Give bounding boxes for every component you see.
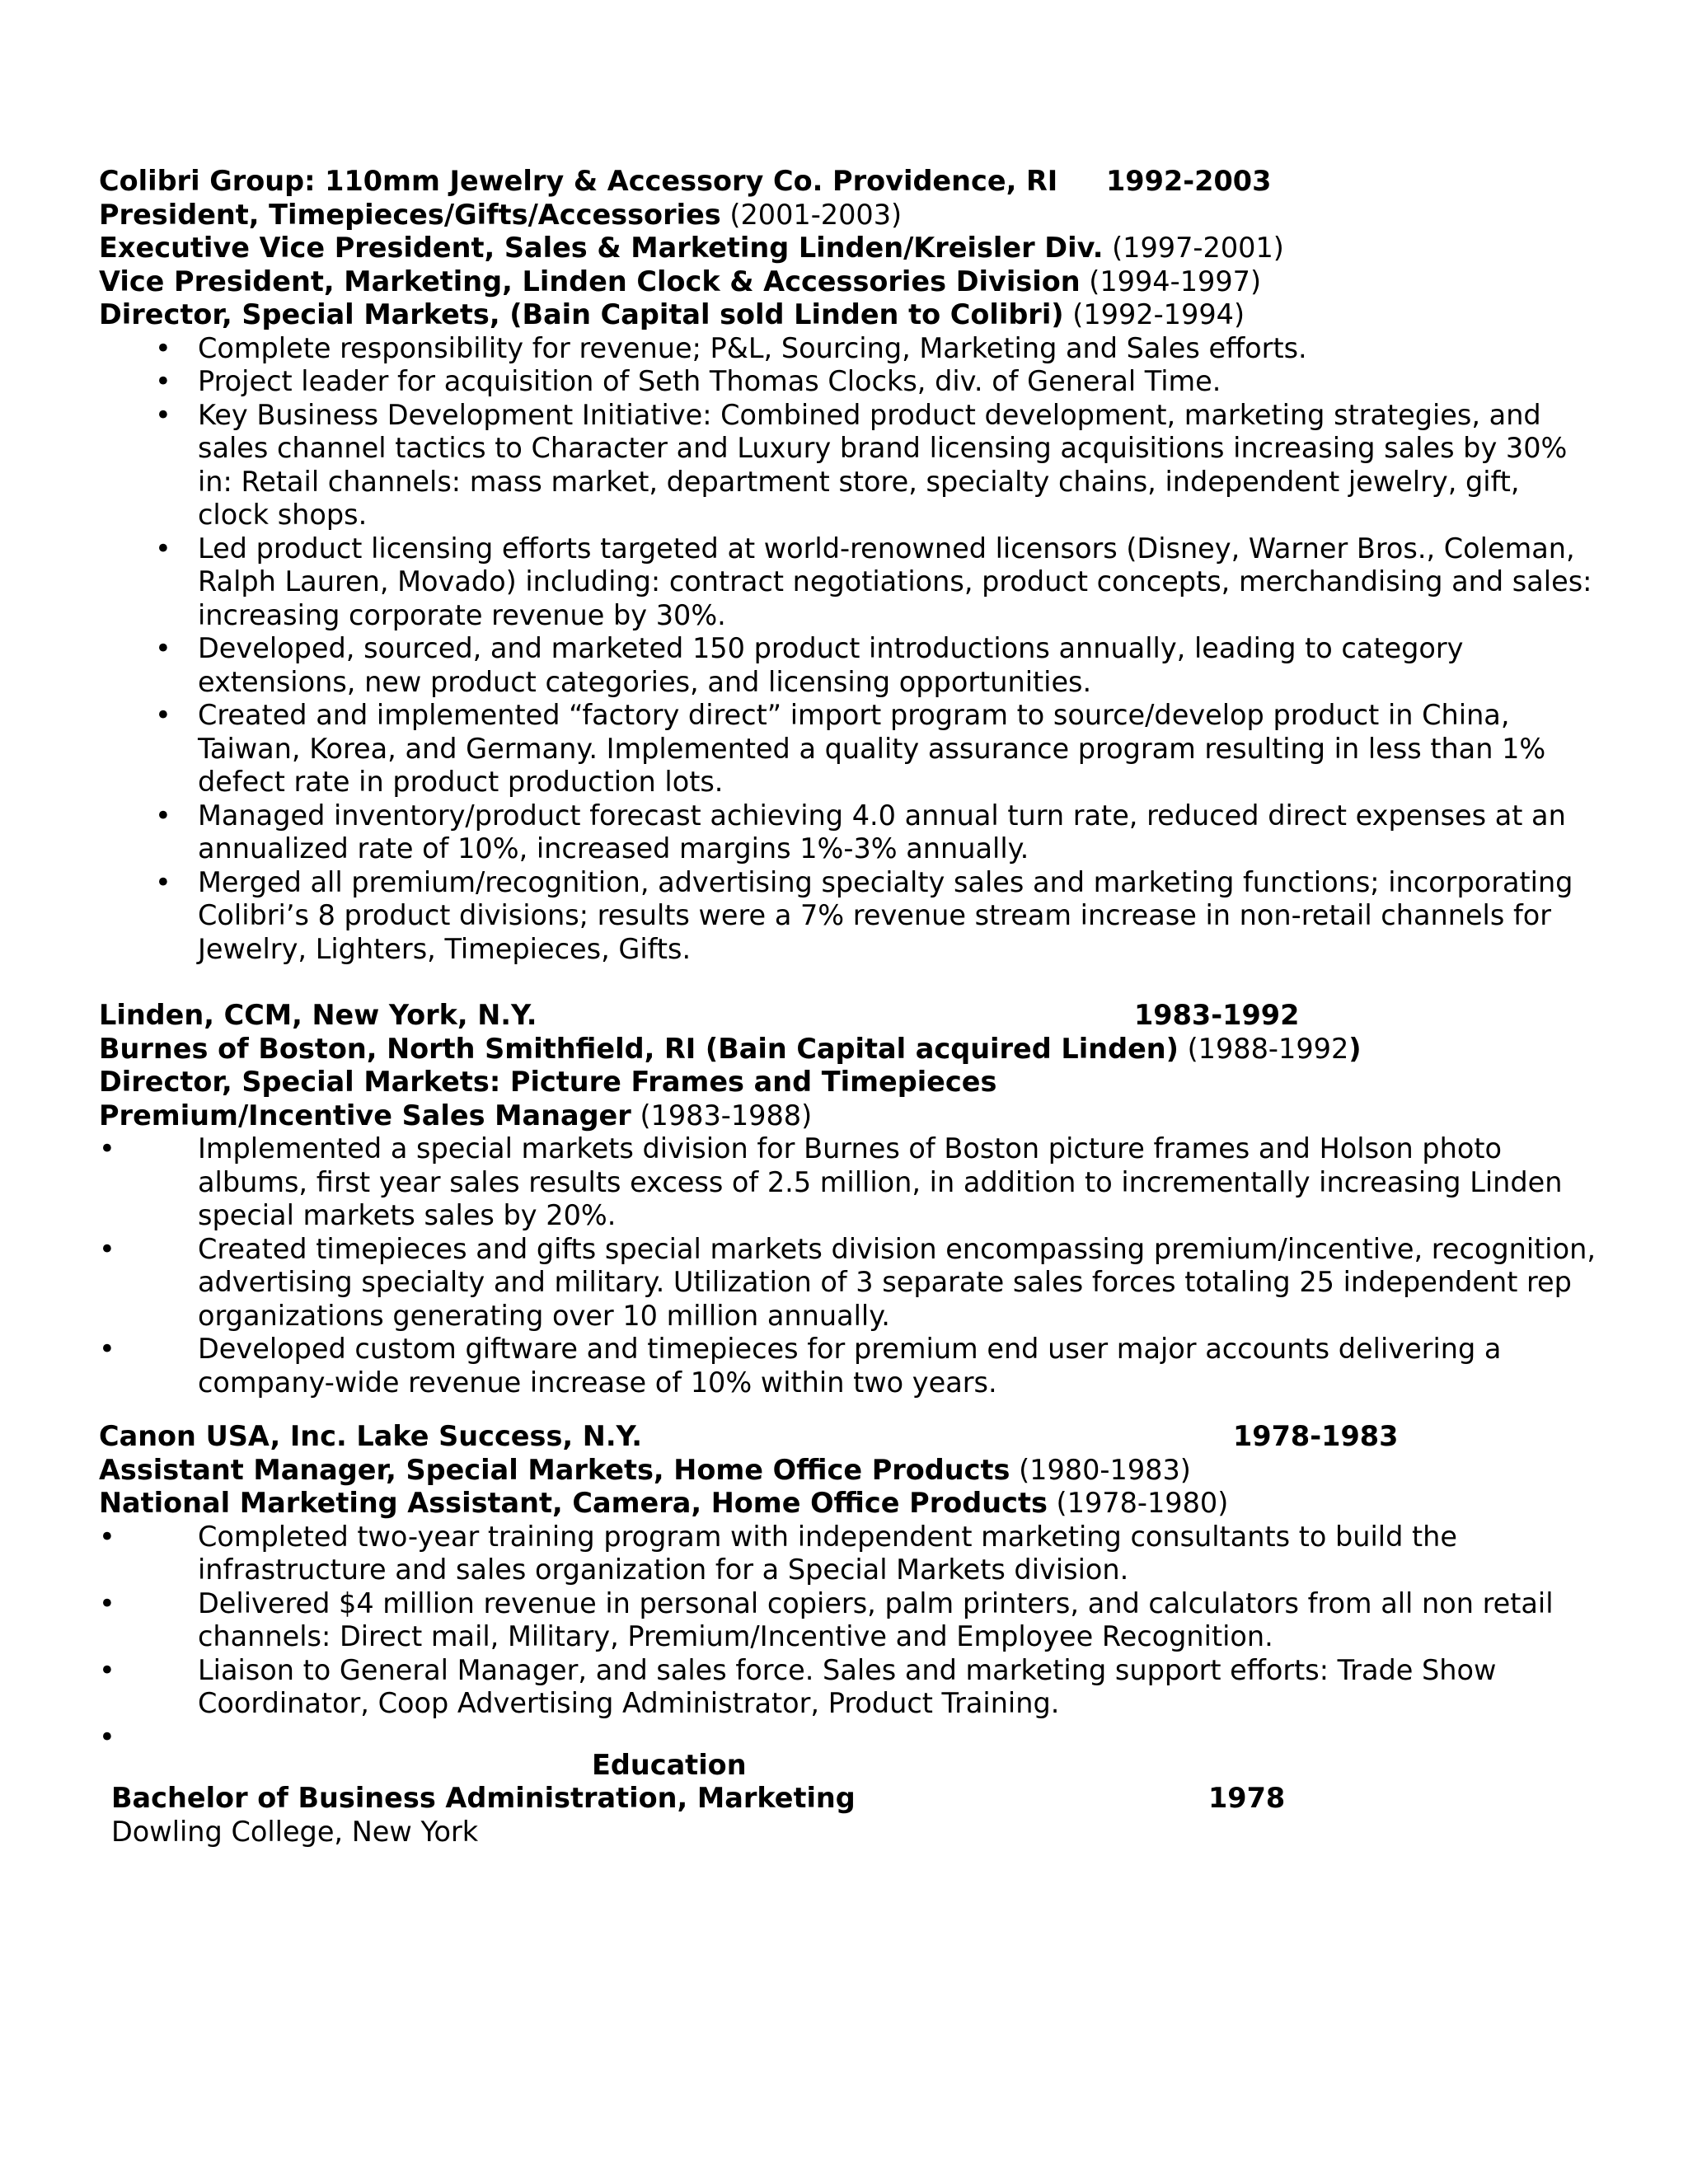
colibri-title-vp bbox=[99, 265, 1599, 299]
list-item bbox=[99, 632, 1599, 699]
bullet-icon: • bbox=[155, 865, 171, 898]
list-item-text: Managed inventory/product forecast achieving 4.0 annual turn rate, reduced direct expenses at an annualized rate of 10%, increased margins 1%-3% annually. bbox=[198, 799, 1566, 865]
linden-director-line: Director, Special Markets: Picture Frames and Timepieces bbox=[99, 1066, 997, 1098]
title-dates: (2001-2003) bbox=[720, 198, 903, 231]
list-item-text: Developed custom giftware and timepieces for premium end user major accounts delivering a company-wide revenue increase of 10% within two years. bbox=[198, 1333, 1502, 1399]
canon-title-assistant-manager bbox=[99, 1454, 1599, 1488]
list-item-text: Developed, sourced, and marketed 150 product introductions annually, leading to category extensions, new product categories, and licensing opportunities. bbox=[198, 632, 1464, 698]
list-item-text: Led product licensing efforts targeted at world-renowned licensors (Disney, Warner Bros., Coleman, Ralph Lauren, Movado) including: contract negotiations, product concepts, merchandising and sales: increasing corporate revenue by 30%. bbox=[198, 532, 1592, 631]
linden-company: Linden, CCM, New York, N.Y. bbox=[99, 999, 537, 1031]
title-dates: (1997-2001) bbox=[1103, 232, 1284, 264]
linden-company-row bbox=[99, 999, 1599, 1033]
colibri-company: Colibri Group: 110mm Jewelry & Accessory Co. Providence, RI bbox=[99, 165, 1058, 197]
list-item-text: Merged all premium/recognition, advertising specialty sales and marketing functions; incorporating Colibri’s 8 product divisions; results were a 7% revenue stream increase in non-retail channels for Jewelry, Lighters, Timepieces, Gifts. bbox=[198, 865, 1573, 965]
list-item bbox=[99, 866, 1599, 967]
linden-manager-line bbox=[99, 1099, 1599, 1133]
list-item-text: Completed two-year training program with independent marketing consultants to build the infrastructure and sales organization for a Special Markets division. bbox=[198, 1520, 1457, 1586]
title-text: President, Timepieces/Gifts/Accessories bbox=[99, 198, 721, 231]
bullet-icon: • bbox=[99, 1232, 115, 1265]
title-dates: (1983-1988) bbox=[631, 1099, 813, 1132]
bullet-icon: • bbox=[155, 532, 171, 565]
education-degree: Bachelor of Business Administration, Marketing bbox=[111, 1782, 856, 1814]
bullet-icon: • bbox=[155, 799, 171, 832]
list-item-text: Project leader for acquisition of Seth Thomas Clocks, div. of General Time. bbox=[198, 365, 1221, 397]
title-text: Assistant Manager, Special Markets, Home Office Products bbox=[99, 1453, 1010, 1486]
canon-years: 1978-1983 bbox=[1233, 1420, 1399, 1452]
bullet-icon: • bbox=[155, 632, 171, 664]
bullet-icon: • bbox=[99, 1132, 115, 1165]
list-item bbox=[99, 1721, 1599, 1755]
canon-title-marketing-assistant bbox=[99, 1487, 1599, 1521]
list-item bbox=[99, 1587, 1599, 1654]
linden-burnes-line bbox=[99, 1033, 1599, 1066]
bullet-icon: • bbox=[99, 1520, 115, 1553]
list-item bbox=[99, 1654, 1599, 1721]
list-item bbox=[99, 399, 1599, 532]
title-text: Vice President, Marketing, Linden Clock & Accessories Division bbox=[99, 265, 1081, 298]
canon-section bbox=[99, 1420, 1599, 1754]
list-item-text: Created and implemented “factory direct” import program to source/develop product in China, Taiwan, Korea, and Germany. Implemented a quality assurance program resulting in less than 1% defect rate in product production lots. bbox=[198, 699, 1546, 798]
list-item-text: Key Business Development Initiative: Combined product development, marketing strategies, and sales channel tactics to Character and Luxury brand licensing acquisitions increasing sales by 30% in: Retail channels: mass market, department store, specialty chains, independent jewelry, gift, clock shops. bbox=[198, 398, 1568, 531]
bullet-icon: • bbox=[155, 365, 171, 397]
colibri-title-evp bbox=[99, 232, 1599, 265]
list-item bbox=[99, 799, 1599, 866]
linden-bullet-list bbox=[99, 1132, 1599, 1399]
title-dates: (1980-1983) bbox=[1010, 1453, 1191, 1486]
list-item bbox=[99, 332, 1599, 366]
list-item bbox=[99, 365, 1599, 399]
colibri-title-president bbox=[99, 199, 1599, 232]
bullet-icon: • bbox=[99, 1586, 115, 1619]
title-dates: (1978-1980) bbox=[1047, 1487, 1229, 1519]
education-heading: Education bbox=[592, 1749, 747, 1781]
canon-company-row bbox=[99, 1420, 1599, 1454]
list-item-text: Complete responsibility for revenue; P&L, Sourcing, Marketing and Sales efforts. bbox=[198, 331, 1307, 364]
list-item-text: Liaison to General Manager, and sales force. Sales and marketing support efforts: Trade Show Coordinator, Coop Advertising Administrator, Product Training. bbox=[198, 1653, 1497, 1719]
linden-section bbox=[99, 999, 1599, 1399]
bullet-icon: • bbox=[155, 331, 171, 364]
list-item-text: Created timepieces and gifts special markets division encompassing premium/incentive, recognition, advertising specialty and military. Utilization of 3 separate sales forces totaling 25 independent rep organizations generating over 10 million annually. bbox=[198, 1232, 1596, 1332]
education-school: Dowling College, New York bbox=[111, 1815, 479, 1848]
title-text: Premium/Incentive Sales Manager bbox=[99, 1099, 631, 1132]
list-item-text: Implemented a special markets division for Burnes of Boston picture frames and Holson photo albums, first year sales results excess of 2.5 million, in addition to incrementally increasing Linden special markets sales by 20%. bbox=[198, 1132, 1563, 1231]
title-dates: (1994-1997) bbox=[1080, 265, 1262, 298]
title-text: Director, Special Markets, (Bain Capital sold Linden to Colibri) bbox=[99, 298, 1064, 330]
colibri-section bbox=[99, 165, 1599, 966]
title-dates: (1992-1994) bbox=[1063, 298, 1245, 330]
colibri-years: 1992-2003 bbox=[1106, 165, 1272, 197]
colibri-company-row bbox=[99, 165, 1599, 199]
list-item bbox=[99, 1333, 1599, 1399]
list-item bbox=[99, 532, 1599, 633]
bullet-icon: • bbox=[155, 398, 171, 431]
list-item-text: Delivered $4 million revenue in personal copiers, palm printers, and calculators from all non retail channels: Direct mail, Military, Premium/Incentive and Employee Recognition. bbox=[198, 1586, 1554, 1652]
bullet-icon: • bbox=[99, 1653, 115, 1686]
title-text: Executive Vice President, Sales & Marketing Linden/Kreisler Div. bbox=[99, 232, 1104, 264]
linden-years: 1983-1992 bbox=[1134, 999, 1300, 1031]
closing-paren: ) bbox=[1348, 1032, 1362, 1065]
education-year: 1978 bbox=[1208, 1782, 1286, 1814]
title-text: Burnes of Boston, North Smithfield, RI (Bain Capital acquired Linden) bbox=[99, 1032, 1179, 1065]
bullet-icon: • bbox=[155, 699, 171, 731]
list-item bbox=[99, 1132, 1599, 1233]
title-dates: (1988-1992 bbox=[1178, 1032, 1349, 1065]
title-text: National Marketing Assistant, Camera, Home Office Products bbox=[99, 1487, 1048, 1519]
education-degree-row bbox=[111, 1782, 1611, 1816]
canon-bullet-list bbox=[99, 1521, 1599, 1755]
list-item bbox=[99, 1233, 1599, 1333]
bullet-icon: • bbox=[99, 1720, 115, 1753]
colibri-title-director bbox=[99, 298, 1599, 332]
canon-company: Canon USA, Inc. Lake Success, N.Y. bbox=[99, 1420, 642, 1452]
list-item bbox=[99, 699, 1599, 799]
list-item bbox=[99, 1521, 1599, 1587]
colibri-bullet-list bbox=[99, 332, 1599, 967]
education-section bbox=[111, 1782, 1611, 1849]
bullet-icon: • bbox=[99, 1333, 115, 1365]
